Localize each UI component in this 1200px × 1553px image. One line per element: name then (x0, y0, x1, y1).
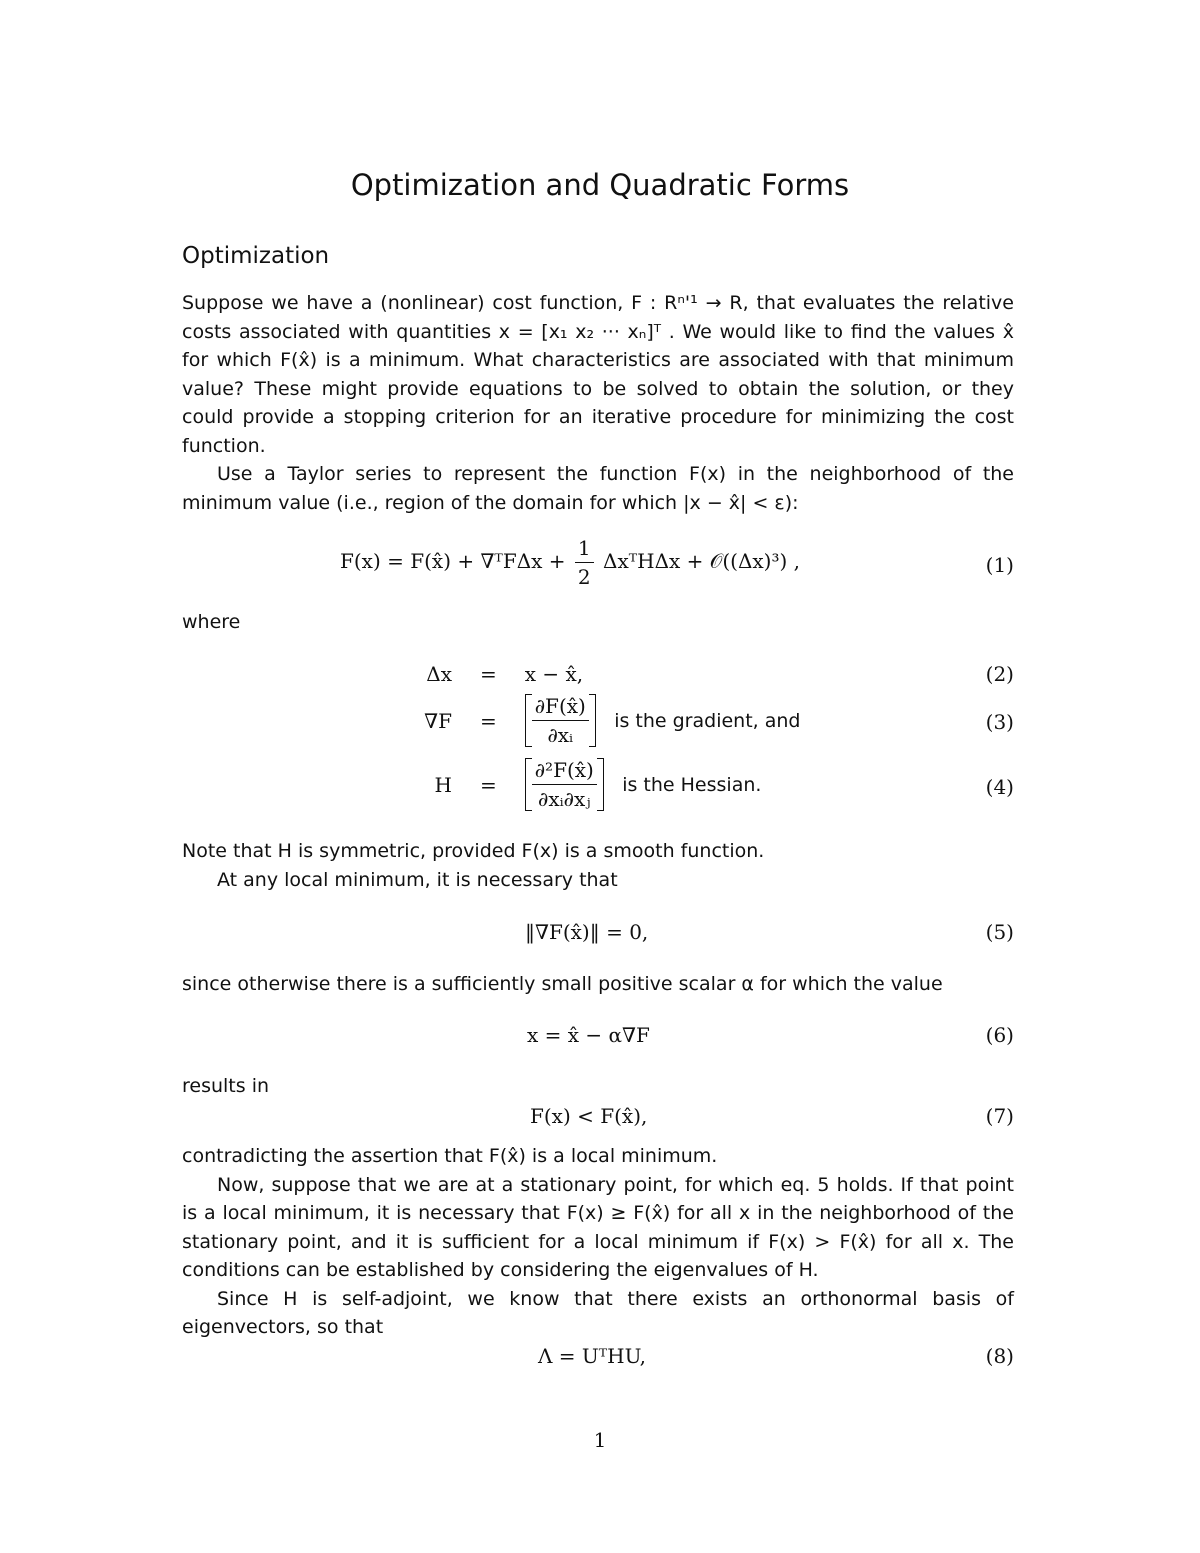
equation-number: (7) (985, 1104, 1014, 1128)
equation-4-label: is the Hessian. (622, 773, 762, 796)
equation-3-label: is the gradient, and (614, 709, 801, 732)
paragraph: Suppose we have a (nonlinear) cost function, F : Rⁿ'¹ → R, that evaluates the relative costs associated with quantities x = [x₁ x₂ ··· xₙ]ᵀ . We would like to find the values x̂ for which F(x̂) is a minimum. What characteristics are associated with that minimum value? These might provide equations to be solved to obtain the solution, or they could provide a stopping criterion for an iterative procedure for minimizing the cost function. (182, 292, 1014, 457)
equation-number: (5) (985, 920, 1014, 944)
paragraph: At any local minimum, it is necessary that (217, 868, 618, 891)
equation-4-lhs: H (434, 772, 452, 797)
bracket-matrix (525, 758, 604, 811)
paragraph: since otherwise there is a sufficiently small positive scalar α for which the value (182, 973, 943, 995)
fraction-numerator: ∂²F(x̂) (532, 758, 597, 785)
equation-number: (1) (985, 553, 1014, 577)
paragraph-block-1 (182, 289, 1014, 517)
equation-5: ‖∇F(x̂)‖ = 0, (525, 920, 649, 944)
paragraph: where (182, 611, 241, 633)
equation-1-rhs: ΔxᵀHΔx + 𝒪((Δx)³) , (603, 549, 801, 573)
paragraph: Use a Taylor series to represent the function F(x) in the neighborhood of the minimum value (i.e., region of the domain for which |x − x̂| < ε): (182, 463, 1014, 514)
equation-8: Λ = UᵀHU, (538, 1344, 646, 1368)
fraction-denominator: ∂xᵢ∂xⱼ (538, 787, 591, 811)
equation-1 (340, 536, 800, 589)
bracket-matrix (525, 694, 596, 747)
page-number: 1 (593, 1428, 607, 1452)
equation-1-lhs: F(x) = F(x̂) + ∇ᵀFΔx + (340, 549, 566, 573)
fraction-denominator: 2 (577, 565, 591, 589)
paragraph: contradicting the assertion that F(x̂) is a local minimum. (182, 1145, 718, 1167)
fraction (575, 536, 594, 589)
fraction-numerator: ∂F(x̂) (532, 694, 589, 721)
paragraph: results in (182, 1075, 270, 1097)
paragraph: Since H is self-adjoint, we know that there exists an orthonormal basis of eigenvectors, so that (182, 1287, 1014, 1338)
paragraph-block-3 (182, 970, 1014, 999)
equation-4 (400, 758, 761, 811)
equals-sign: = (479, 772, 497, 797)
equation-number: (6) (985, 1023, 1014, 1047)
equation-number: (4) (985, 775, 1014, 799)
equation-number: (2) (985, 662, 1014, 686)
equation-2 (400, 662, 583, 686)
equals-sign: = (479, 662, 497, 686)
equation-2-lhs: Δx (426, 662, 452, 686)
equation-6: x = x̂ − α∇F (527, 1023, 650, 1047)
fraction (532, 694, 589, 747)
paragraph-where (182, 608, 1014, 637)
fraction (532, 758, 597, 811)
paragraph-block-4 (182, 1072, 1014, 1101)
fraction-denominator: ∂xᵢ (547, 723, 574, 747)
paragraph-block-2 (182, 837, 1014, 894)
equation-number: (3) (985, 710, 1014, 734)
equals-sign: = (479, 708, 497, 733)
paragraph: Now, suppose that we are at a stationary point, for which eq. 5 holds. If that point is a local minimum, it is necessary that F(x) ≥ F(x̂) for all x in the neighborhood of the stationary point, and it is sufficient for a local minimum if F(x) > F(x̂) for all x. The conditions can be established by considering the eigenvalues of H. (182, 1173, 1014, 1281)
equation-number: (8) (985, 1344, 1014, 1368)
paragraph-block-5 (182, 1142, 1014, 1342)
equation-7: F(x) < F(x̂), (530, 1104, 648, 1128)
equation-3 (400, 694, 801, 747)
paragraph: Note that H is symmetric, provided F(x) is a smooth function. (182, 840, 765, 862)
equation-2-rhs: x − x̂, (524, 662, 584, 686)
section-heading: Optimization (182, 243, 330, 269)
page-title: Optimization and Quadratic Forms (350, 168, 850, 202)
fraction-numerator: 1 (575, 536, 594, 563)
equation-3-lhs: ∇F (424, 708, 452, 733)
